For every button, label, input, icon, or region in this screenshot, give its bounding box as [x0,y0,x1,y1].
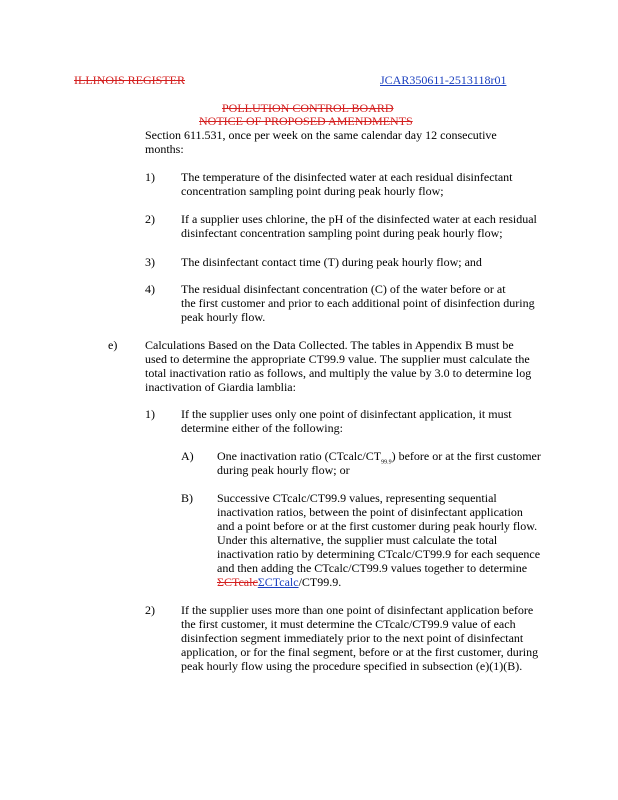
item-e2-line-5: peak hourly flow using the procedure specified in subsection (e)(1)(B). [181,659,523,673]
jcar-reference-link[interactable]: JCAR350611-2513118r01 [380,73,507,87]
item-d4-line-3: peak hourly flow. [181,310,266,324]
item-d3-number: 3) [145,255,155,269]
item-d4-line-2: the first customer and prior to each additional point of disinfection during [181,296,535,310]
item-e1b-line-2: inactivation ratios, between the point of disinfectant application [217,505,523,519]
inserted-sum-term[interactable]: ΣCTcalc [257,575,299,589]
item-d4-number: 4) [145,282,155,296]
section-e-line-3: total inactivation ratio as follows, and multiply the value by 3.0 to determine log [145,366,532,380]
item-e1b-line-1: Successive CTcalc/CT99.9 values, representing sequential [217,491,497,505]
intro-line-2: months: [145,142,184,156]
deleted-sum-term: ΣCTcalc [217,575,258,589]
item-e1-line-2: determine either of the following: [181,421,343,435]
board-title: POLLUTION CONTROL BOARD [222,101,394,115]
item-e1a-line-1 [217,449,541,466]
item-e1b-line-7-tail: /CT99.9. [298,575,342,589]
section-e-line-1: Calculations Based on the Data Collected. The tables in Appendix B must be [145,338,514,352]
section-e-line-4: inactivation of Giardia lamblia: [145,380,296,394]
item-e1-line-1: If the supplier uses only one point of disinfectant application, it must [181,407,512,421]
item-d4-line-1: The residual disinfectant concentration (C) of the water before or at [181,282,506,296]
item-e1b-line-7 [217,575,341,589]
item-d2-line-1: If a supplier uses chlorine, the pH of the disinfected water at each residual [181,212,537,226]
item-d3-line-1: The disinfectant contact time (T) during peak hourly flow; and [181,255,482,269]
item-e1a-subscript: 99.9 [381,459,392,466]
item-d1-line-2: concentration sampling point during peak hourly flow; [181,184,444,198]
item-e1b-line-5: inactivation ratio by determining CTcalc/CT99.9 for each sequence [217,547,541,561]
item-e1b-line-6: and then adding the CTcalc/CT99.9 values together to determine [217,561,528,575]
item-e1b-line-3: and a point before or at the first customer during peak hourly flow. [217,519,538,533]
item-e2-line-3: disinfection segment immediately prior to the next point of disinfectant [181,631,524,645]
notice-title: NOTICE OF PROPOSED AMENDMENTS [199,114,413,128]
item-e2-number: 2) [145,603,155,617]
item-e1b-number: B) [181,491,193,505]
item-d2-line-2: disinfectant concentration sampling point during peak hourly flow; [181,226,503,240]
register-header: ILLINOIS REGISTER [74,73,185,87]
item-e1a-line-1-suffix: ) before or at the first customer [391,449,541,463]
item-e1a-line-2: during peak hourly flow; or [217,463,350,477]
item-e2-line-4: application, or for the final segment, before or at the first customer, during [181,645,539,659]
item-e1-number: 1) [145,407,155,421]
intro-line-1: Section 611.531, once per week on the same calendar day 12 consecutive [145,128,497,142]
item-e2-line-2: the first customer, it must determine the CTcalc/CT99.9 value of each [181,617,516,631]
item-e1b-line-4: Under this alternative, the supplier must calculate the total [217,533,498,547]
item-e1a-line-1-prefix: One inactivation ratio (CTcalc/CT [217,449,382,463]
item-d1-number: 1) [145,170,155,184]
item-e2-line-1: If the supplier uses more than one point of disinfectant application before [181,603,534,617]
item-e1a-number: A) [181,449,194,463]
item-d1-line-1: The temperature of the disinfected water at each residual disinfectant [181,170,513,184]
item-d2-number: 2) [145,212,155,226]
section-e-label: e) [108,338,118,352]
section-e-line-2: used to determine the appropriate CT99.9 value. The supplier must calculate the [145,352,530,366]
